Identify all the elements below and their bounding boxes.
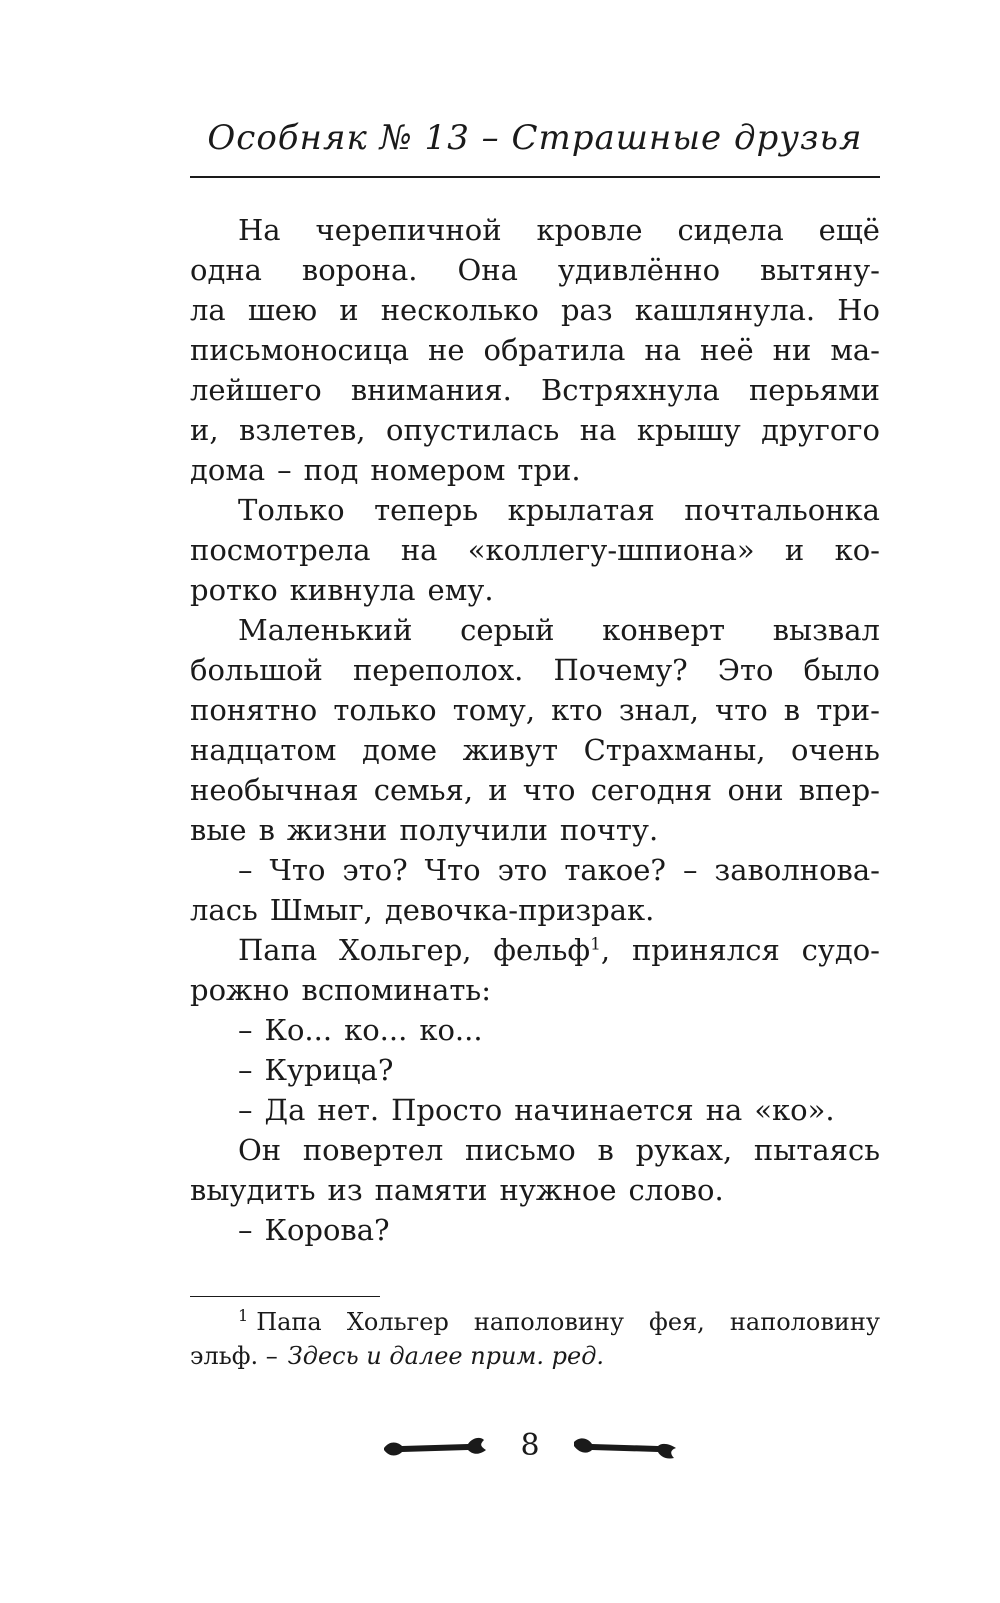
footnote-divider xyxy=(190,1296,380,1297)
text-line: Он повертел письмо в руках, пытаясь xyxy=(238,1133,880,1167)
text-line: На черепичной кровле сидела ещё xyxy=(238,213,880,247)
text-line: – Корова? xyxy=(238,1213,390,1247)
text-line: – Ко... ко... ко... xyxy=(238,1013,483,1047)
running-header: Особняк № 13 – Страшные друзья xyxy=(207,118,863,158)
text-line: письмоносица не обратила на неё ни ма- xyxy=(190,333,880,367)
header-divider xyxy=(190,176,880,178)
text-line: необычная семья, и что сегодня они впер- xyxy=(190,773,880,807)
footnote-editor-note: Здесь и далее прим. ред. xyxy=(287,1342,605,1370)
text-line: Папа Хольгер, фельф$^1$, принялся судо- xyxy=(238,933,880,967)
text-line: – Да нет. Просто начинается на «ко». xyxy=(238,1093,835,1127)
text-line: Только теперь крылатая почтальонка xyxy=(238,493,880,527)
text-line: одна ворона. Она удивлённо вытяну- xyxy=(190,253,880,287)
text-line: лейшего внимания. Встряхнула перьями xyxy=(190,373,880,407)
footnote-text: эльф. – xyxy=(190,1342,278,1370)
text-line: – Курица? xyxy=(238,1053,394,1087)
right-bone-ornament-icon xyxy=(570,1432,680,1464)
page-number: 8 xyxy=(520,1428,540,1463)
text-line: лась Шмыг, девочка-призрак. xyxy=(190,893,655,927)
text-line: выудить из памяти нужное слово. xyxy=(190,1173,724,1207)
text-line: – Что это? Что это такое? – заволнова- xyxy=(238,853,880,887)
page-number-row xyxy=(380,1426,680,1476)
text-line: ла шею и несколько раз кашлянула. Но xyxy=(190,293,880,327)
text-line: ротко кивнула ему. xyxy=(190,573,494,607)
footnote xyxy=(190,1305,880,1373)
footnote-line: $^1$ Папа Хольгер наполовину фея, наполовину xyxy=(238,1306,880,1336)
text-line: понятно только тому, кто знал, что в три- xyxy=(190,693,880,727)
text-line: и, взлетев, опустилась на крышу другого xyxy=(190,413,880,447)
footnote-number: 1 xyxy=(238,1306,249,1325)
text-line: Маленький серый конверт вызвал xyxy=(238,613,880,647)
text-line: посмотрела на «коллегу-шпиона» и ко- xyxy=(190,533,880,567)
text-line: вые в жизни получили почту. xyxy=(190,813,659,847)
text-line: дома – под номером три. xyxy=(190,453,581,487)
footnote-marker: 1 xyxy=(590,934,601,955)
text-line: большой переполох. Почему? Это было xyxy=(190,653,880,687)
text-line: рожно вспоминать: xyxy=(190,973,491,1007)
footnote-line xyxy=(190,1339,880,1373)
body-text xyxy=(190,210,880,1250)
text-line: надцатом доме живут Страхманы, очень xyxy=(190,733,880,767)
